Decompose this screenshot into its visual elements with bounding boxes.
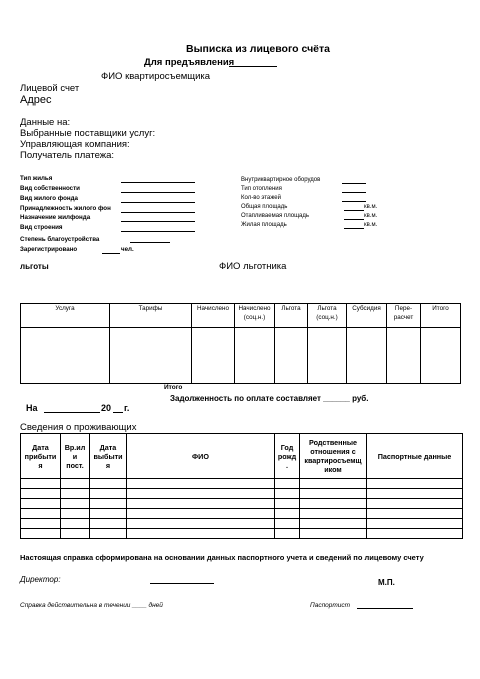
resident-cell[interactable] bbox=[275, 519, 300, 529]
resident-cell[interactable] bbox=[367, 519, 463, 529]
tenant-fio-label: ФИО квартиросъемщика bbox=[101, 71, 211, 82]
col-arrival-date: Дата прибыти я bbox=[21, 434, 61, 479]
housing-fund-purpose-label: Назначение жилфонда bbox=[20, 214, 91, 221]
resident-cell[interactable] bbox=[61, 489, 90, 499]
table-row bbox=[21, 529, 463, 539]
housing-type-label: Тип жилья bbox=[20, 175, 53, 182]
housing-fund-type-label: Вид жилого фонда bbox=[20, 195, 78, 202]
resident-cell[interactable] bbox=[21, 489, 61, 499]
resident-cell[interactable] bbox=[127, 489, 275, 499]
col-charged-social: Начислено (соц.н.) bbox=[235, 304, 275, 328]
heating-type-field[interactable] bbox=[342, 192, 366, 193]
table-row bbox=[21, 499, 463, 509]
address-label: Адрес bbox=[20, 94, 52, 106]
apartment-equipment-field[interactable] bbox=[342, 183, 366, 184]
table-row bbox=[21, 489, 463, 499]
beneficiary-fio-label: ФИО льготника bbox=[219, 261, 287, 272]
floors-count-field[interactable] bbox=[342, 201, 366, 202]
living-area-unit: кв.м. bbox=[364, 222, 378, 228]
services-total-label: Итого bbox=[164, 384, 183, 391]
col-service: Услуга bbox=[21, 304, 110, 328]
date-year-field[interactable] bbox=[113, 412, 123, 413]
stamp-place: М.П. bbox=[378, 578, 395, 587]
registered-label: Зарегистрировано bbox=[20, 246, 78, 253]
total-area-label: Общая площадь bbox=[241, 204, 288, 210]
resident-cell[interactable] bbox=[90, 499, 127, 509]
account-label: Лицевой счет bbox=[20, 83, 80, 94]
director-label: Директор: bbox=[20, 575, 61, 584]
resident-cell[interactable] bbox=[90, 519, 127, 529]
payment-recipient-label: Получатель платежа: bbox=[20, 150, 115, 161]
data-on-label: Данные на: bbox=[20, 117, 71, 128]
housing-fund-purpose-field[interactable] bbox=[121, 221, 195, 222]
total-area-unit: кв.м. bbox=[364, 204, 378, 210]
residents-table bbox=[20, 433, 463, 539]
resident-cell[interactable] bbox=[300, 489, 367, 499]
validity-note: Справка действительна в течении ____ дней bbox=[20, 602, 163, 609]
resident-cell[interactable] bbox=[367, 509, 463, 519]
resident-cell[interactable] bbox=[21, 479, 61, 489]
resident-cell[interactable] bbox=[275, 509, 300, 519]
resident-cell[interactable] bbox=[21, 519, 61, 529]
col-departure-date: Дата выбыти я bbox=[90, 434, 127, 479]
resident-cell[interactable] bbox=[275, 479, 300, 489]
building-type-label: Вид строения bbox=[20, 224, 63, 231]
resident-cell[interactable] bbox=[90, 509, 127, 519]
registered-unit: чел. bbox=[121, 246, 134, 253]
resident-cell[interactable] bbox=[300, 519, 367, 529]
date-century: 20 bbox=[101, 403, 112, 413]
resident-cell[interactable] bbox=[61, 479, 90, 489]
col-total: Итого bbox=[421, 304, 461, 328]
resident-cell[interactable] bbox=[127, 479, 275, 489]
resident-cell[interactable] bbox=[127, 509, 275, 519]
registered-count-field[interactable] bbox=[102, 253, 120, 254]
benefits-label: льготы bbox=[20, 262, 49, 271]
passport-officer-signature-field[interactable] bbox=[357, 608, 413, 609]
housing-fund-affiliation-label: Принадлежность жилого фон bbox=[20, 205, 111, 212]
resident-cell[interactable] bbox=[127, 499, 275, 509]
heated-area-unit: кв.м. bbox=[364, 213, 378, 219]
resident-cell[interactable] bbox=[367, 479, 463, 489]
ownership-type-label: Вид собственности bbox=[20, 185, 80, 192]
resident-cell[interactable] bbox=[61, 529, 90, 539]
resident-cell[interactable] bbox=[21, 499, 61, 509]
resident-cell[interactable] bbox=[275, 489, 300, 499]
ownership-type-field[interactable] bbox=[121, 192, 195, 193]
col-birth-year: Год рожд . bbox=[275, 434, 300, 479]
housing-fund-type-field[interactable] bbox=[121, 202, 195, 203]
resident-cell[interactable] bbox=[21, 509, 61, 519]
living-area-label: Жилая площадь bbox=[241, 222, 287, 228]
date-suffix: г. bbox=[124, 403, 130, 413]
document-title: Выписка из лицевого счёта bbox=[186, 43, 330, 55]
col-subsidy: Субсидия bbox=[347, 304, 387, 328]
debt-statement: Задолженность по оплате составляет ______ руб. bbox=[170, 394, 369, 403]
suppliers-label: Выбранные поставщики услуг: bbox=[20, 128, 156, 139]
for-presentation-field[interactable] bbox=[229, 66, 277, 67]
management-company-label: Управляющая компания: bbox=[20, 139, 130, 150]
resident-cell[interactable] bbox=[90, 529, 127, 539]
col-charged: Начислено bbox=[192, 304, 235, 328]
floors-count-label: Кол-во этажей bbox=[241, 195, 281, 201]
for-presentation-label: Для предъявления bbox=[144, 57, 235, 68]
director-signature-field[interactable] bbox=[150, 583, 214, 584]
col-benefit-social: Льгота (соц.н.) bbox=[308, 304, 347, 328]
col-recalculation: Пере- расчет bbox=[387, 304, 421, 328]
resident-cell[interactable] bbox=[275, 529, 300, 539]
resident-cell[interactable] bbox=[90, 489, 127, 499]
date-prefix: На bbox=[26, 403, 38, 413]
resident-cell[interactable] bbox=[61, 509, 90, 519]
resident-cell[interactable] bbox=[127, 529, 275, 539]
table-row bbox=[21, 328, 461, 384]
heated-area-field[interactable] bbox=[344, 219, 364, 220]
heating-type-label: Тип отопления bbox=[241, 186, 282, 192]
total-area-field[interactable] bbox=[344, 210, 364, 211]
table-row bbox=[21, 479, 463, 489]
resident-cell[interactable] bbox=[367, 499, 463, 509]
passport-officer-label: Паспортист bbox=[310, 602, 351, 609]
resident-cell[interactable] bbox=[61, 499, 90, 509]
table-row bbox=[21, 519, 463, 529]
resident-cell[interactable] bbox=[61, 519, 90, 529]
resident-cell[interactable] bbox=[90, 479, 127, 489]
resident-cell[interactable] bbox=[275, 499, 300, 509]
comfort-degree-field[interactable] bbox=[130, 242, 170, 243]
comfort-degree-label: Степень благоустройства bbox=[20, 236, 100, 243]
resident-cell[interactable] bbox=[300, 479, 367, 489]
col-fio: ФИО bbox=[127, 434, 275, 479]
resident-cell[interactable] bbox=[300, 499, 367, 509]
resident-cell[interactable] bbox=[300, 509, 367, 519]
services-table bbox=[20, 303, 461, 384]
certificate-note: Настоящая справка сформирована на основании данных паспортного учета и сведений по лицевому счету bbox=[20, 553, 424, 562]
resident-cell[interactable] bbox=[127, 519, 275, 529]
building-type-field[interactable] bbox=[121, 231, 195, 232]
residents-title: Сведения о проживающих bbox=[20, 422, 137, 433]
housing-fund-affiliation-field[interactable] bbox=[121, 212, 195, 213]
col-benefit: Льгота bbox=[275, 304, 308, 328]
col-passport: Паспортные данные bbox=[367, 434, 463, 479]
table-row bbox=[21, 509, 463, 519]
resident-cell[interactable] bbox=[21, 529, 61, 539]
resident-cell[interactable] bbox=[367, 489, 463, 499]
date-day-month-field[interactable] bbox=[44, 412, 100, 413]
living-area-field[interactable] bbox=[344, 228, 364, 229]
heated-area-label: Отапливаемая площадь bbox=[241, 213, 310, 219]
housing-type-field[interactable] bbox=[121, 182, 195, 183]
apartment-equipment-label: Внутриквартирное оборудов bbox=[241, 177, 321, 183]
col-temp-perm: Вр.ил и пост. bbox=[61, 434, 90, 479]
col-tariffs: Тарифы bbox=[110, 304, 192, 328]
resident-cell[interactable] bbox=[300, 529, 367, 539]
resident-cell[interactable] bbox=[367, 529, 463, 539]
col-relationship: Родственные отношения с квартиросъемщ иком bbox=[300, 434, 367, 479]
